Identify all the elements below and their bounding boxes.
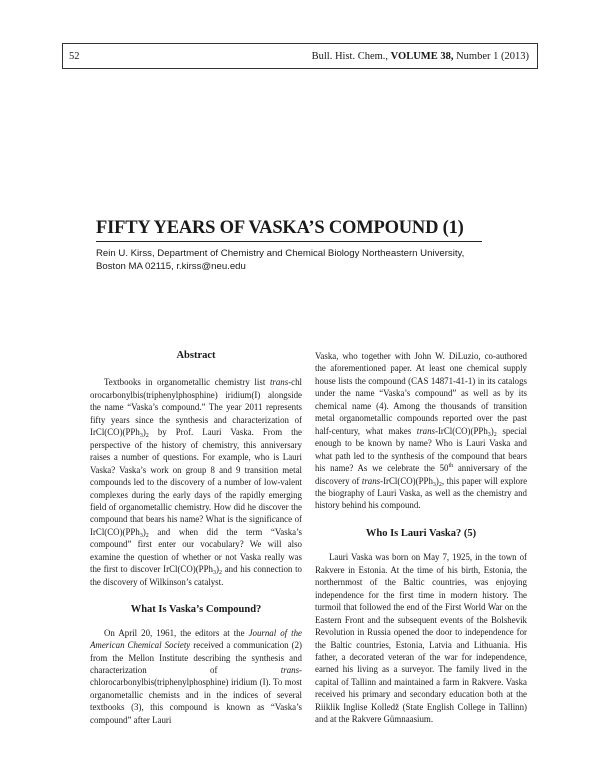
author-affiliation [96,247,496,273]
left-column [90,350,302,726]
section-heading-what-is: What Is Vaska’s Compound? [130,604,262,616]
author-line-1: Rein U. Kirss, Department of Chemistry and Chemical Biology Northeastern University, [96,248,465,259]
page-number: 52 [69,51,80,62]
biography-paragraph: Lauri Vaska was born on May 7, 1925, in the town of Rakvere in Estonia. At the time of his birth, Estonia, the northernmost of the Baltic countries, was enjoying independence for the first time in modern history. The turmoil that followed the end of the First World War on the Eastern Front and the subsequent events of the Bolshevik Revolution in Russia opened the door to independence for the Baltic countries, Estonia, Latvia and Lithuania. His father, a decorated veteran of the war for independence, earned his living as a surveyor. The family lived in the capital of Tallinn and maintained a farm in Rakvere. Vaska received his primary and secondary education both at the Riiklik Inglise Kolledž (State English College in Tallinn) and at the Rakvere Gümnaasium. [315,552,527,725]
running-header [62,43,538,69]
abstract-heading: Abstract [176,350,216,361]
article-title: FIFTY YEARS OF VASKA’S COMPOUND (1) [96,218,464,238]
abstract-paragraph: Textbooks in organometallic chemistry list trans-chl orocarbonylbis(triphenylphosphine) iridium(I) alongside the name “Vaska’s compound.” The year 2011 represents fifty years since the synthesis and characterization of $IrCl(CO)(PPh_3)_2$ by Prof. Lauri Vaska. From the perspective of the history of chemistry, this anniversary raises a number of questions. For example, who is Lauri Vaska? Vaska’s work on group 8 and 9 transition metal compounds led to the discovery of a number of low-valent complexes during the early days of the rapidly emerging field of organometallic chemistry. How did he discover the compound that bears his name? What is the significance of $IrCl(CO)(PPh_3)_2$ and when did the term “Vaska’s compound” first enter our vocabulary? We will also examine the question of whether or not Vaska really was the first to discover $IrCl(CO)(PPh_3)_2$ and his connection to the discovery of Wilkinson’s catalyst. [90,377,302,587]
section-paragraph: On April 20, 1961, the editors at the Journal of the American Chemical Society received a communication (2) from the Mellon Institute describing the synthesis and characterization of trans-chlorocarbonylbis(triphenylphosphine) iridium (I). To most organometallic chemists and in the indices of several textbooks (3), this compound is known as “Vaska’s compound” after Lauri [90,627,302,725]
author-line-2: Boston MA 02115, r.kirss@neu.edu [96,261,246,272]
right-column [315,350,527,726]
continued-paragraph: Vaska, who together with John W. DiLuzio, co-authored the aforementioned paper. At least one chemical supply house lists the compound (CAS 14871-41-1) in its catalogs under the name “Vaska’s compound” as well as by its chemical name (4). Among the thousands of transition metal organometallic compounds reported over the past half-century, what makes trans-$IrCl(CO)(PPh_3)_2$ special enough to be known by name? Who is Lauri Vaska and what path led to the synthesis of the compound that bears his name? As we celebrate the 50th anniversary of the discovery of trans-$IrCl(CO)(PPh_3)_2$, this paper will explore the biography of Lauri Vaska, as well as the chemistry and history behind his compound. [315,351,528,511]
journal-citation [312,51,529,62]
journal-name: Bull. Hist. Chem., [311,51,389,62]
section-heading-who-is: Who Is Lauri Vaska? (5) [365,527,477,539]
journal-volume: VOLUME 38, [390,51,454,62]
journal-issue: Number 1 (2013) [456,51,529,62]
title-divider [96,241,482,242]
